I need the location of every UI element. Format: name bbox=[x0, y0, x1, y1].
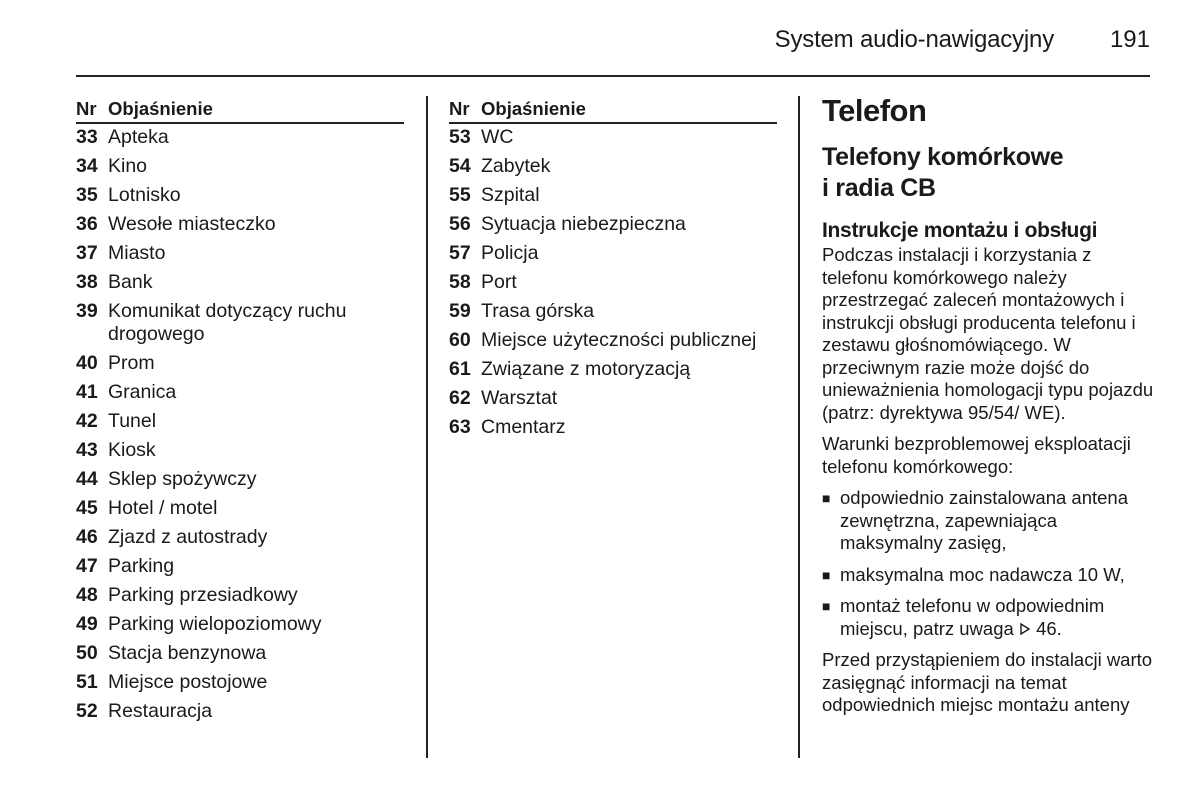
table-body bbox=[449, 126, 777, 439]
table-row bbox=[449, 329, 777, 352]
legend-table-left bbox=[76, 98, 404, 729]
row-description: Hotel / motel bbox=[108, 497, 218, 519]
table-row bbox=[76, 352, 404, 375]
reference-arrow-icon[interactable] bbox=[1019, 618, 1031, 641]
table-header bbox=[449, 98, 777, 124]
list-item bbox=[822, 564, 1154, 587]
row-description: Parking bbox=[108, 555, 175, 577]
table-row bbox=[76, 381, 404, 404]
row-description: Sytuacja niebezpieczna bbox=[481, 213, 686, 235]
row-number: 39 bbox=[76, 300, 98, 322]
row-number: 50 bbox=[76, 642, 98, 664]
table-row bbox=[449, 242, 777, 265]
bullet-text bbox=[840, 595, 1154, 640]
table-row bbox=[449, 300, 777, 323]
subsection-heading-line1: Telefony komórkowe bbox=[822, 143, 1064, 171]
row-number: 51 bbox=[76, 671, 98, 693]
page-header bbox=[76, 26, 1150, 56]
row-number: 34 bbox=[76, 155, 98, 177]
table-row bbox=[449, 358, 777, 381]
row-number: 57 bbox=[449, 242, 471, 264]
column-divider-2 bbox=[798, 96, 800, 758]
row-description: Komunikat dotyczący ruchu drogowego bbox=[108, 300, 347, 345]
page-header-title: System audio-nawigacyjny bbox=[774, 26, 1054, 53]
table-row bbox=[449, 387, 777, 410]
bullet-text: odpowiednio zainstalowana antena zewnętrzna, zapewniająca maksymalny zasięg, bbox=[840, 487, 1128, 553]
paragraph-conditions: Warunki bezproblemowej eksploatacji telefonu komórkowego: bbox=[822, 433, 1131, 477]
row-number: 63 bbox=[449, 416, 471, 438]
row-number: 52 bbox=[76, 700, 98, 722]
subsection-heading-line2: i radia CB bbox=[822, 174, 936, 202]
row-description: Prom bbox=[108, 352, 155, 374]
row-number: 56 bbox=[449, 213, 471, 235]
row-number: 54 bbox=[449, 155, 471, 177]
table-row bbox=[76, 410, 404, 433]
page-reference-link[interactable]: 46. bbox=[1036, 617, 1062, 639]
table-row bbox=[76, 300, 404, 346]
row-number: 49 bbox=[76, 613, 98, 635]
table-row bbox=[76, 126, 404, 149]
table-row bbox=[76, 526, 404, 549]
row-number: 48 bbox=[76, 584, 98, 606]
instructions-heading: Instrukcje montażu i obsługi bbox=[822, 219, 1098, 242]
row-description: Port bbox=[481, 271, 517, 293]
row-number: 59 bbox=[449, 300, 471, 322]
row-description: Tunel bbox=[108, 410, 157, 432]
column-header-nr: Nr bbox=[76, 98, 97, 119]
column-header-nr: Nr bbox=[449, 98, 470, 119]
row-description: Warsztat bbox=[481, 387, 558, 409]
bullet-square-icon: ■ bbox=[822, 598, 831, 614]
row-description: Trasa górska bbox=[481, 300, 595, 322]
table-row bbox=[76, 184, 404, 207]
row-number: 38 bbox=[76, 271, 98, 293]
row-description: Apteka bbox=[108, 126, 169, 148]
row-number: 37 bbox=[76, 242, 98, 264]
row-number: 44 bbox=[76, 468, 98, 490]
row-number: 47 bbox=[76, 555, 98, 577]
table-row bbox=[76, 439, 404, 462]
table-row bbox=[76, 242, 404, 265]
table-row bbox=[76, 642, 404, 665]
row-description: Miejsce postojowe bbox=[108, 671, 268, 693]
table-body bbox=[76, 126, 404, 723]
legend-table-middle bbox=[449, 98, 777, 445]
column-divider-1 bbox=[426, 96, 428, 758]
row-number: 42 bbox=[76, 410, 98, 432]
bullet-square-icon: ■ bbox=[822, 566, 831, 583]
row-description: Stacja benzynowa bbox=[108, 642, 267, 664]
table-row bbox=[76, 671, 404, 694]
bullet-square-icon: ■ bbox=[822, 490, 831, 506]
table-row bbox=[76, 155, 404, 178]
page-number: 191 bbox=[1109, 26, 1150, 53]
row-description: Sklep spożywczy bbox=[108, 468, 257, 490]
header-divider bbox=[76, 75, 1150, 77]
row-number: 60 bbox=[449, 329, 471, 351]
row-description: Granica bbox=[108, 381, 177, 403]
table-row bbox=[76, 497, 404, 520]
row-description: Kino bbox=[108, 155, 148, 177]
row-description: Bank bbox=[108, 271, 153, 293]
row-description: Związane z motoryzacją bbox=[481, 358, 691, 380]
column-header-description: Objaśnienie bbox=[481, 98, 586, 119]
table-row bbox=[76, 468, 404, 491]
row-description: Cmentarz bbox=[481, 416, 566, 438]
row-number: 55 bbox=[449, 184, 471, 206]
table-row bbox=[76, 584, 404, 607]
table-row bbox=[449, 155, 777, 178]
bullet-text-main: montaż telefonu w odpowiednim miejscu, patrz uwaga bbox=[840, 595, 1105, 639]
row-number: 62 bbox=[449, 387, 471, 409]
paragraph-before-installation: Przed przystąpieniem do instalacji warto zasięgnąć informacji na temat odpowiednich miejsc montażu anteny bbox=[822, 649, 1153, 715]
table-row bbox=[76, 700, 404, 723]
paragraph-installation: Podczas instalacji i korzystania z telefonu komórkowego należy przestrzegać zaleceń montażowych i instrukcji obsługi producenta telefonu i zestawu głośnomówiącego. W przeciwnym razie może dojść do unieważnienia homologacji typu pojazdu (patrz: dyrektywa 95/54/ WE). bbox=[822, 244, 1154, 423]
table-row bbox=[449, 126, 777, 149]
row-description: WC bbox=[481, 126, 514, 148]
row-number: 40 bbox=[76, 352, 98, 374]
row-description: Zjazd z autostrady bbox=[108, 526, 268, 548]
table-row bbox=[449, 271, 777, 294]
table-row bbox=[449, 184, 777, 207]
row-description: Miasto bbox=[108, 242, 166, 264]
row-description: Policja bbox=[481, 242, 539, 264]
row-number: 58 bbox=[449, 271, 471, 293]
row-number: 46 bbox=[76, 526, 98, 548]
row-description: Lotnisko bbox=[108, 184, 181, 206]
list-item bbox=[822, 487, 1154, 555]
table-row bbox=[76, 213, 404, 236]
table-row bbox=[76, 613, 404, 636]
column-header-description: Objaśnienie bbox=[108, 98, 213, 119]
row-description: Restauracja bbox=[108, 700, 213, 722]
row-number: 53 bbox=[449, 126, 471, 148]
row-number: 45 bbox=[76, 497, 98, 519]
row-number: 35 bbox=[76, 184, 98, 206]
subsection-heading bbox=[822, 142, 1154, 204]
row-number: 33 bbox=[76, 126, 98, 148]
table-header bbox=[76, 98, 404, 124]
table-row bbox=[76, 555, 404, 578]
row-number: 41 bbox=[76, 381, 98, 403]
row-description: Parking wielopoziomowy bbox=[108, 613, 322, 635]
row-number: 36 bbox=[76, 213, 98, 235]
row-description: Kiosk bbox=[108, 439, 156, 461]
row-description: Miejsce użyteczności publicznej bbox=[481, 329, 757, 351]
table-row bbox=[449, 213, 777, 236]
row-number: 61 bbox=[449, 358, 471, 380]
row-description: Zabytek bbox=[481, 155, 551, 177]
section-heading: Telefon bbox=[822, 93, 927, 128]
row-description: Wesołe miasteczko bbox=[108, 213, 276, 235]
table-row bbox=[449, 416, 777, 439]
row-number: 43 bbox=[76, 439, 98, 461]
bullet-text: maksymalna moc nadawcza 10 W, bbox=[840, 563, 1125, 585]
telefon-section bbox=[822, 92, 1154, 726]
table-row bbox=[76, 271, 404, 294]
row-description: Szpital bbox=[481, 184, 540, 206]
row-description: Parking przesiadkowy bbox=[108, 584, 298, 606]
list-item bbox=[822, 595, 1154, 640]
